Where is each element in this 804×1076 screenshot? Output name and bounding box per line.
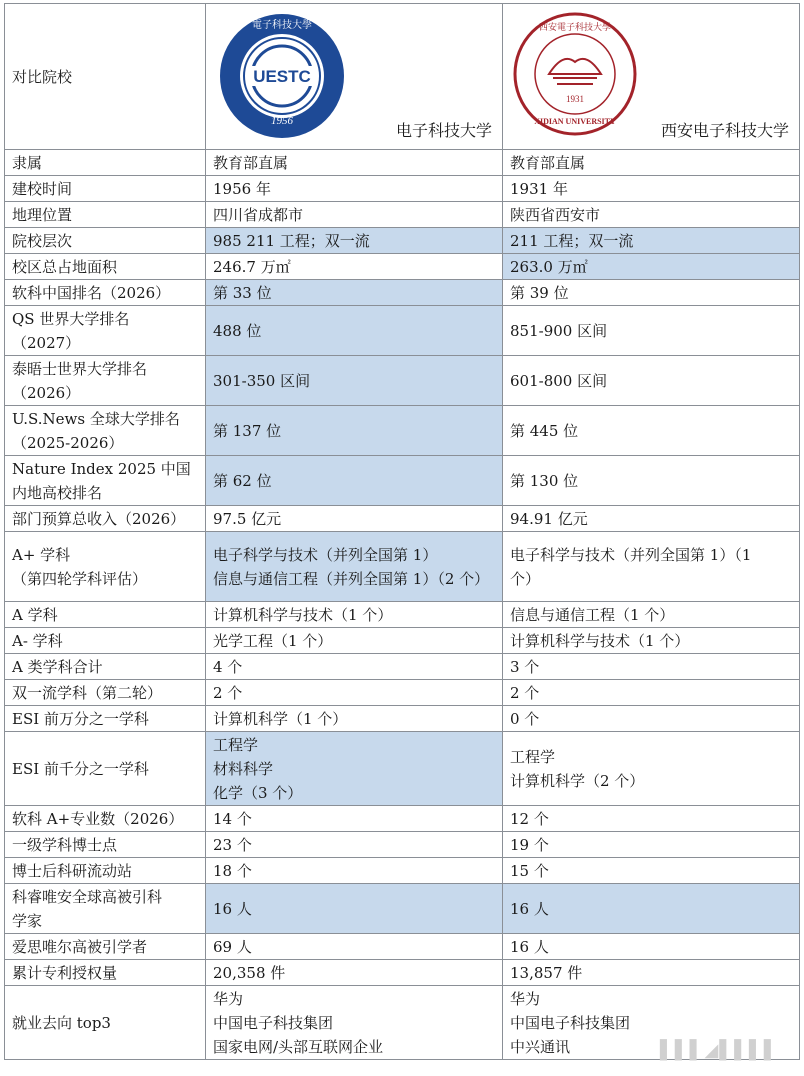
uestc-value-line: 华为 [213, 989, 244, 1008]
xidian-value-line: 教育部直属 [510, 153, 586, 172]
uestc-value [206, 150, 503, 176]
uestc-cell [206, 4, 503, 150]
uestc-value [206, 628, 503, 654]
xidian-value-line: 电子科学与技术（并列全国第 1）（1 [510, 545, 752, 564]
xidian-value [503, 532, 800, 602]
uestc-value-line: 1956 年 [213, 179, 271, 198]
xidian-value [503, 254, 800, 280]
row-label-line: 院校层次 [12, 231, 73, 250]
table-row [5, 654, 800, 680]
uestc-value [206, 986, 503, 1060]
table-row [5, 706, 800, 732]
table-row [5, 680, 800, 706]
xidian-value [503, 506, 800, 532]
table-row [5, 176, 800, 202]
table-row [5, 832, 800, 858]
row-label-line: QS 世界大学排名 [12, 309, 130, 328]
uestc-value [206, 602, 503, 628]
xidian-value-line: 13,857 件 [510, 963, 583, 982]
comparison-table [4, 3, 800, 1060]
row-label-line: ESI 前千分之一学科 [12, 759, 149, 778]
row-label-line: （2025-2026） [12, 433, 124, 452]
xidian-logo-arc: 西安電子科技大學 [538, 23, 612, 33]
xidian-value [503, 202, 800, 228]
uestc-value-line: 2 个 [213, 683, 243, 702]
table-row [5, 732, 800, 806]
xidian-name: 西安电子科技大学 [660, 121, 789, 140]
xidian-value [503, 832, 800, 858]
table-row [5, 934, 800, 960]
uestc-value-line: 14 个 [213, 809, 252, 828]
xidian-value-line: 263.0 万㎡ [510, 257, 588, 276]
uestc-value [206, 456, 503, 506]
xidian-value-line: 个） [510, 569, 541, 588]
row-label-line: 累计专利授权量 [12, 963, 118, 982]
xidian-value-line: 陕西省西安市 [510, 205, 601, 224]
xidian-value-line: 信息与通信工程（1 个） [510, 605, 675, 624]
row-label [5, 858, 206, 884]
xidian-value-line: 计算机科学与技术（1 个） [510, 631, 690, 650]
xidian-logo [513, 12, 637, 136]
row-label [5, 456, 206, 506]
uestc-value-line: 69 人 [213, 937, 252, 956]
uestc-value-line: 第 62 位 [213, 471, 272, 490]
uestc-value-line: 计算机科学与技术（1 个） [213, 605, 393, 624]
table-row [5, 228, 800, 254]
uestc-value [206, 506, 503, 532]
xidian-value-line: 15 个 [510, 861, 549, 880]
uestc-value-line: 工程学 [213, 735, 259, 754]
row-label [5, 732, 206, 806]
row-label [5, 176, 206, 202]
xidian-value-line: 3 个 [510, 657, 540, 676]
uestc-value [206, 306, 503, 356]
row-label [5, 306, 206, 356]
xidian-value-line: 12 个 [510, 809, 549, 828]
row-label [5, 884, 206, 934]
uestc-value-line: 电子科学与技术（并列全国第 1） [213, 545, 438, 564]
xidian-value-line: 中国电子科技集团 [510, 1013, 631, 1032]
table-row [5, 884, 800, 934]
xidian-value [503, 280, 800, 306]
row-label-line: （2026） [12, 383, 81, 402]
row-label-line: 科睿唯安全球高被引科 [12, 887, 163, 906]
xidian-value-line: 1931 年 [510, 179, 568, 198]
uestc-value [206, 806, 503, 832]
xidian-value [503, 306, 800, 356]
xidian-value-line: 计算机科学（2 个） [510, 771, 645, 790]
row-label-line: 地理位置 [12, 205, 73, 224]
xidian-value [503, 884, 800, 934]
row-label-line: A- 学科 [12, 631, 63, 650]
row-label-line: Nature Index 2025 中国 [12, 459, 191, 478]
row-label [5, 356, 206, 406]
uestc-value [206, 706, 503, 732]
uestc-value-line: 第 33 位 [213, 283, 272, 302]
table-row [5, 858, 800, 884]
row-label [5, 934, 206, 960]
row-label-line: 部门预算总收入（2026） [12, 509, 186, 528]
xidian-value [503, 456, 800, 506]
xidian-cell [503, 4, 800, 150]
row-label [5, 806, 206, 832]
table-row [5, 628, 800, 654]
uestc-value-line: 246.7 万㎡ [213, 257, 291, 276]
row-label-line: 就业去向 top3 [12, 1013, 111, 1032]
uestc-value [206, 732, 503, 806]
table-row [5, 532, 800, 602]
uestc-logo-arc: 電子科技大學 [252, 20, 312, 31]
header-row [5, 4, 800, 150]
uestc-value-line: 第 137 位 [213, 421, 282, 440]
row-label [5, 228, 206, 254]
xidian-value [503, 806, 800, 832]
row-label [5, 832, 206, 858]
row-label [5, 960, 206, 986]
xidian-value [503, 706, 800, 732]
watermark-glyphs: ▌▌▌◢▌▌▌▌ [660, 1040, 779, 1061]
row-label-line: ESI 前万分之一学科 [12, 709, 149, 728]
xidian-value-line: 601-800 区间 [510, 371, 608, 390]
uestc-value [206, 832, 503, 858]
xidian-value-line: 第 39 位 [510, 283, 569, 302]
uestc-value-line: 20,358 件 [213, 963, 286, 982]
table-row [5, 806, 800, 832]
uestc-value [206, 960, 503, 986]
xidian-value [503, 602, 800, 628]
uestc-value-line: 国家电网/头部互联网企业 [213, 1037, 384, 1056]
row-label-line: 博士后科研流动站 [12, 861, 133, 880]
uestc-value-line: 信息与通信工程（并列全国第 1）（2 个） [213, 569, 490, 588]
table-row [5, 602, 800, 628]
table-row [5, 254, 800, 280]
xidian-value-line: 华为 [510, 989, 541, 1008]
uestc-value [206, 934, 503, 960]
row-label-line: U.S.News 全球大学排名 [12, 409, 180, 428]
uestc-value [206, 356, 503, 406]
row-label [5, 254, 206, 280]
row-label [5, 602, 206, 628]
xidian-value [503, 628, 800, 654]
uestc-value-line: 18 个 [213, 861, 252, 880]
uestc-value-line: 中国电子科技集团 [213, 1013, 334, 1032]
table-row [5, 406, 800, 456]
row-label [5, 986, 206, 1060]
table-row [5, 202, 800, 228]
xidian-value-line: 16 人 [510, 899, 549, 918]
row-label-line: 隶属 [12, 153, 43, 172]
xidian-value [503, 680, 800, 706]
uestc-logo [218, 12, 346, 140]
xidian-value-line: 工程学 [510, 747, 556, 766]
row-label [5, 150, 206, 176]
table-row [5, 356, 800, 406]
uestc-value-line: 材料科学 [213, 759, 274, 778]
row-label-line: 软科中国排名（2026） [12, 283, 171, 302]
row-label [5, 406, 206, 456]
row-label [5, 280, 206, 306]
xidian-value [503, 732, 800, 806]
uestc-value-line: 301-350 区间 [213, 371, 311, 390]
table-row [5, 456, 800, 506]
row-label [5, 532, 206, 602]
uestc-value-line: 化学（3 个） [213, 783, 303, 802]
xidian-value-line: 第 130 位 [510, 471, 579, 490]
xidian-value [503, 934, 800, 960]
xidian-value [503, 960, 800, 986]
xidian-logo-text: XIDIAN UNIVERSITY [534, 117, 616, 126]
xidian-value-line: 第 445 位 [510, 421, 579, 440]
xidian-value-line: 2 个 [510, 683, 540, 702]
row-label [5, 202, 206, 228]
table-row [5, 506, 800, 532]
uestc-value-line: 计算机科学（1 个） [213, 709, 348, 728]
xidian-logo-year: 1931 [566, 94, 584, 104]
row-label-line: 建校时间 [12, 179, 73, 198]
row-label-line: （第四轮学科评估） [12, 569, 148, 588]
xidian-value [503, 176, 800, 202]
uestc-value [206, 654, 503, 680]
uestc-value-line: 四川省成都市 [213, 205, 304, 224]
xidian-value [503, 654, 800, 680]
xidian-value [503, 356, 800, 406]
table-row [5, 960, 800, 986]
uestc-value-line: 97.5 亿元 [213, 509, 282, 528]
table-row [5, 306, 800, 356]
xidian-value-line: 16 人 [510, 937, 549, 956]
row-label-line: A+ 学科 [12, 545, 71, 564]
row-label-line: 泰晤士世界大学排名 [12, 359, 148, 378]
row-label-line: 内地高校排名 [12, 483, 103, 502]
uestc-logo-year: 1956 [271, 115, 293, 127]
xidian-value [503, 150, 800, 176]
xidian-value-line: 94.91 亿元 [510, 509, 588, 528]
uestc-logo-text: UESTC [253, 67, 311, 86]
row-label-line: 一级学科博士点 [12, 835, 118, 854]
uestc-value-line: 23 个 [213, 835, 252, 854]
row-label-line: 学家 [12, 911, 43, 930]
uestc-value-line: 488 位 [213, 321, 262, 340]
row-label [5, 506, 206, 532]
xidian-value-line: 19 个 [510, 835, 549, 854]
table-row [5, 280, 800, 306]
row-label-line: 校区总占地面积 [12, 257, 118, 276]
xidian-value-line: 851-900 区间 [510, 321, 608, 340]
row-label-line: （2027） [12, 333, 81, 352]
xidian-value [503, 858, 800, 884]
xidian-value-line: 中兴通讯 [510, 1037, 571, 1056]
xidian-value-line: 0 个 [510, 709, 540, 728]
uestc-value-line: 光学工程（1 个） [213, 631, 333, 650]
uestc-value [206, 858, 503, 884]
uestc-value [206, 532, 503, 602]
row-label-line: A 类学科合计 [12, 657, 103, 676]
uestc-name: 电子科技大学 [395, 121, 492, 140]
row-label-line: 双一流学科（第二轮） [12, 683, 163, 702]
uestc-value-line: 985 211 工程；双一流 [213, 231, 370, 250]
uestc-value-line: 4 个 [213, 657, 243, 676]
uestc-value [206, 176, 503, 202]
uestc-value [206, 254, 503, 280]
uestc-value-line: 教育部直属 [213, 153, 289, 172]
uestc-value [206, 680, 503, 706]
xidian-value [503, 406, 800, 456]
table-row [5, 150, 800, 176]
uestc-value [206, 280, 503, 306]
uestc-value [206, 884, 503, 934]
row-label [5, 680, 206, 706]
uestc-value [206, 202, 503, 228]
uestc-value-line: 16 人 [213, 899, 252, 918]
row-label [5, 706, 206, 732]
row-label-line: 爱思唯尔高被引学者 [12, 937, 148, 956]
xidian-value [503, 228, 800, 254]
header-label: 对比院校 [5, 4, 206, 150]
uestc-value [206, 228, 503, 254]
row-label [5, 654, 206, 680]
row-label-line: A 学科 [12, 605, 58, 624]
row-label [5, 628, 206, 654]
xidian-value-line: 211 工程；双一流 [510, 231, 634, 250]
uestc-value [206, 406, 503, 456]
row-label-line: 软科 A+专业数（2026） [12, 809, 184, 828]
